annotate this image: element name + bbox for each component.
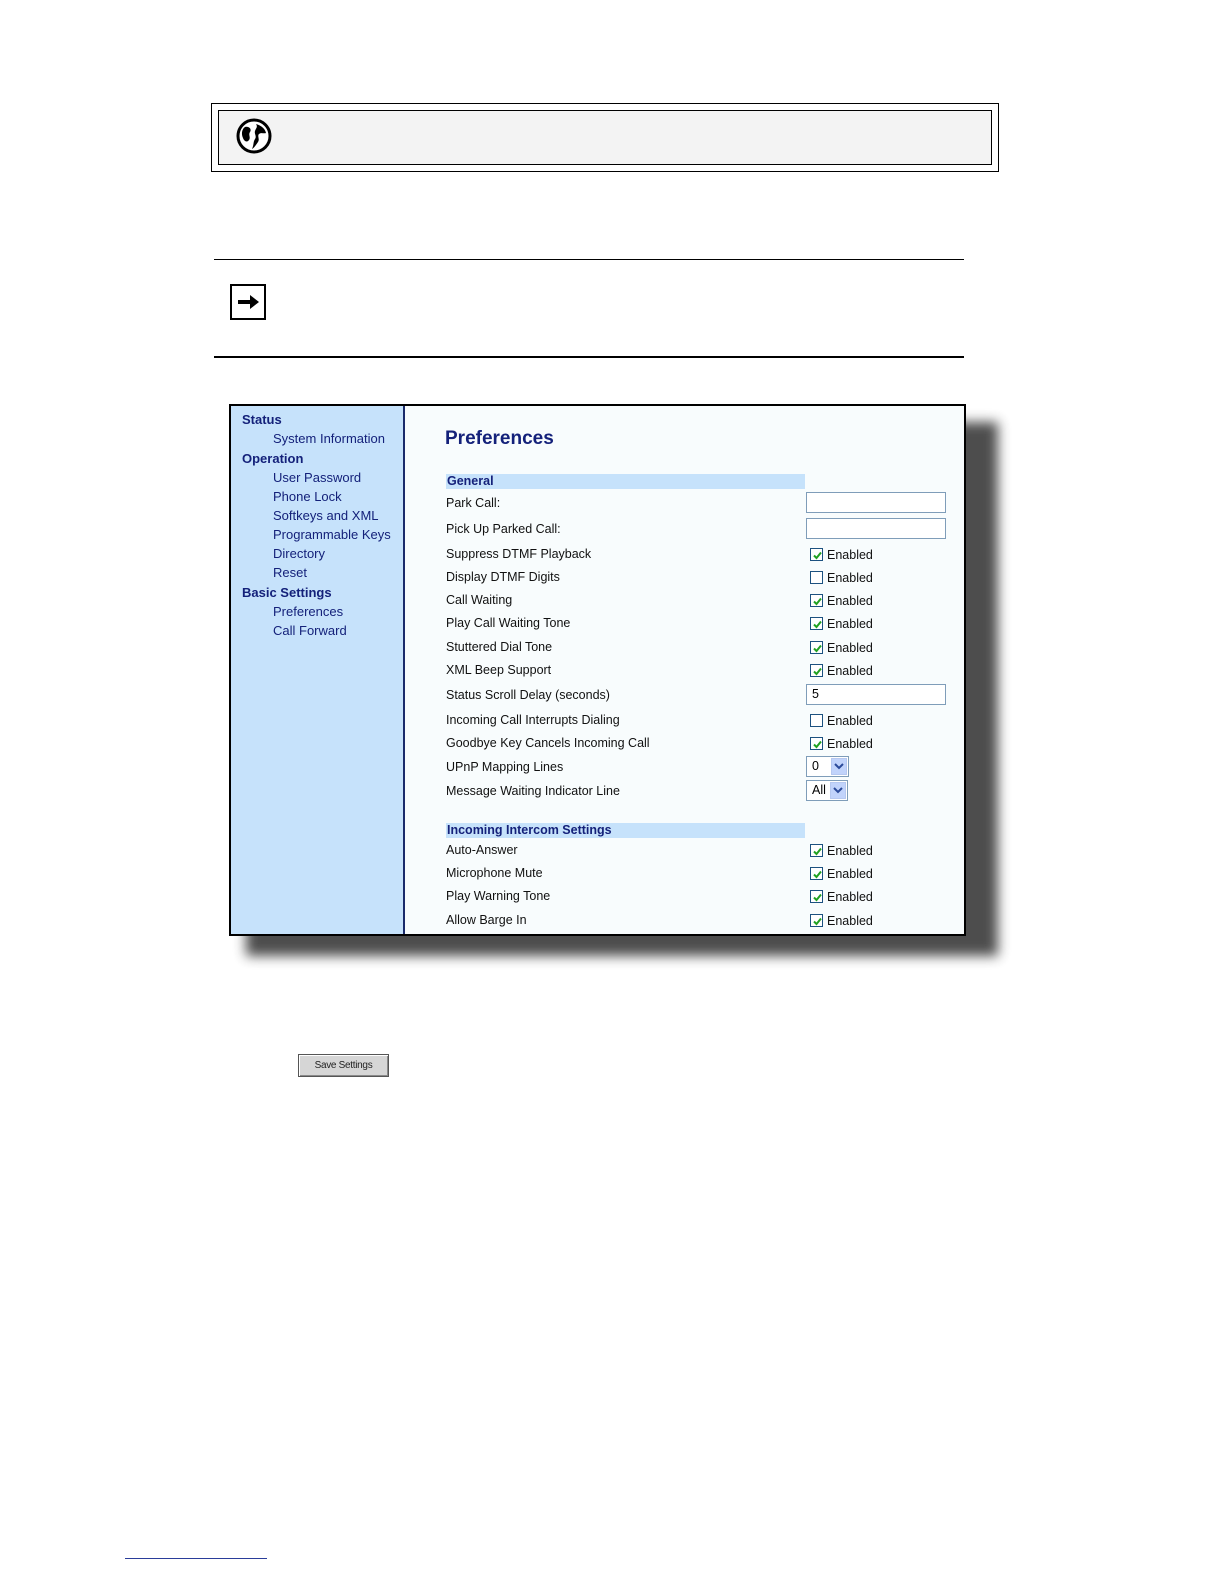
- microphone-mute-label: Microphone Mute: [446, 866, 543, 880]
- select-value: All: [812, 783, 826, 797]
- xml-beep-support-label: XML Beep Support: [446, 663, 552, 677]
- sidebar: [231, 406, 405, 934]
- checkbox-box[interactable]: [810, 571, 823, 584]
- checkbox-label: Enabled: [827, 737, 873, 751]
- checkbox-label: Enabled: [827, 594, 873, 608]
- checkmark-icon: [812, 666, 823, 677]
- checkbox-label: Enabled: [827, 844, 873, 858]
- park-call-label: Park Call:: [446, 496, 501, 510]
- preferences-panel: [405, 406, 964, 934]
- play-call-waiting-tone-label: Play Call Waiting Tone: [446, 616, 571, 630]
- chevron-down-icon[interactable]: [831, 758, 847, 775]
- sidebar-item-user-password[interactable]: User Password: [273, 470, 362, 485]
- checkmark-icon: [812, 846, 823, 857]
- checkbox-label: Enabled: [827, 914, 873, 928]
- globe-icon: [236, 118, 272, 154]
- sidebar-item-phone-lock[interactable]: Phone Lock: [273, 489, 342, 504]
- checkbox-label: Enabled: [827, 548, 873, 562]
- sidebar-section-status[interactable]: Status: [242, 412, 282, 427]
- chevron-down-icon[interactable]: [830, 782, 846, 799]
- status-scroll-delay-input[interactable]: 5: [806, 684, 946, 705]
- mwi-line-select[interactable]: [806, 780, 848, 801]
- pick-up-parked-call-label: Pick Up Parked Call:: [446, 522, 561, 536]
- goodbye-key-cancels-label: Goodbye Key Cancels Incoming Call: [446, 736, 650, 750]
- sidebar-item-preferences[interactable]: Preferences: [273, 604, 344, 619]
- footer-link-rule: [125, 1558, 267, 1559]
- suppress-dtmf-playback-label: Suppress DTMF Playback: [446, 547, 592, 561]
- display-dtmf-digits-label: Display DTMF Digits: [446, 570, 560, 584]
- allow-barge-in-label: Allow Barge In: [446, 913, 527, 927]
- save-settings-button[interactable]: Save Settings: [298, 1054, 389, 1077]
- checkmark-icon: [812, 869, 823, 880]
- web-ui-screenshot: [229, 404, 966, 936]
- sidebar-item-call-forward[interactable]: Call Forward: [273, 623, 347, 638]
- play-warning-tone-label: Play Warning Tone: [446, 889, 551, 903]
- checkbox-box[interactable]: [810, 737, 823, 750]
- checkbox-label: Enabled: [827, 641, 873, 655]
- upnp-mapping-lines-select[interactable]: [806, 756, 849, 777]
- note-rule-top: [214, 259, 964, 260]
- web-ui-callout-inner: [218, 110, 992, 165]
- checkmark-icon: [812, 596, 823, 607]
- select-value: 0: [812, 759, 819, 773]
- checkbox-box[interactable]: [810, 867, 823, 880]
- checkmark-icon: [812, 619, 823, 630]
- sidebar-item-softkeys-and-xml[interactable]: Softkeys and XML: [273, 508, 379, 523]
- note-rule-bottom: [214, 356, 964, 358]
- sidebar-item-reset[interactable]: Reset: [273, 565, 307, 580]
- checkbox-label: Enabled: [827, 867, 873, 881]
- checkbox-box[interactable]: [810, 617, 823, 630]
- page-title: Preferences: [445, 428, 554, 449]
- sidebar-section-basic-settings[interactable]: Basic Settings: [242, 585, 332, 600]
- call-waiting-label: Call Waiting: [446, 593, 513, 607]
- section-header-intercom: Incoming Intercom Settings: [446, 823, 805, 838]
- checkbox-box[interactable]: [810, 594, 823, 607]
- checkbox-box[interactable]: [810, 914, 823, 927]
- upnp-mapping-lines-label: UPnP Mapping Lines: [446, 760, 564, 774]
- checkbox-box[interactable]: [810, 641, 823, 654]
- checkbox-label: Enabled: [827, 714, 873, 728]
- checkbox-label: Enabled: [827, 890, 873, 904]
- status-scroll-delay-label: Status Scroll Delay (seconds): [446, 688, 610, 702]
- arrow-right-icon: [230, 284, 266, 320]
- checkbox-box[interactable]: [810, 890, 823, 903]
- checkbox-label: Enabled: [827, 664, 873, 678]
- pick-up-parked-call-input[interactable]: [806, 518, 946, 539]
- mwi-line-label: Message Waiting Indicator Line: [446, 784, 620, 798]
- checkmark-icon: [812, 892, 823, 903]
- checkmark-icon: [812, 550, 823, 561]
- incoming-call-interrupts-dialing-label: Incoming Call Interrupts Dialing: [446, 713, 620, 727]
- sidebar-item-programmable-keys[interactable]: Programmable Keys: [273, 527, 391, 542]
- checkbox-box[interactable]: [810, 714, 823, 727]
- section-header-general: General: [446, 474, 805, 489]
- checkmark-icon: [812, 916, 823, 927]
- checkmark-icon: [812, 643, 823, 654]
- checkbox-box[interactable]: [810, 548, 823, 561]
- checkbox-box[interactable]: [810, 664, 823, 677]
- checkbox-label: Enabled: [827, 571, 873, 585]
- web-ui-callout: [211, 103, 999, 172]
- sidebar-item-system-information[interactable]: System Information: [273, 431, 385, 446]
- sidebar-section-operation[interactable]: Operation: [242, 451, 304, 466]
- checkbox-label: Enabled: [827, 617, 873, 631]
- park-call-input[interactable]: [806, 492, 946, 513]
- stuttered-dial-tone-label: Stuttered Dial Tone: [446, 640, 553, 654]
- sidebar-item-directory[interactable]: Directory: [273, 546, 326, 561]
- checkbox-box[interactable]: [810, 844, 823, 857]
- checkmark-icon: [812, 739, 823, 750]
- auto-answer-label: Auto-Answer: [446, 843, 518, 857]
